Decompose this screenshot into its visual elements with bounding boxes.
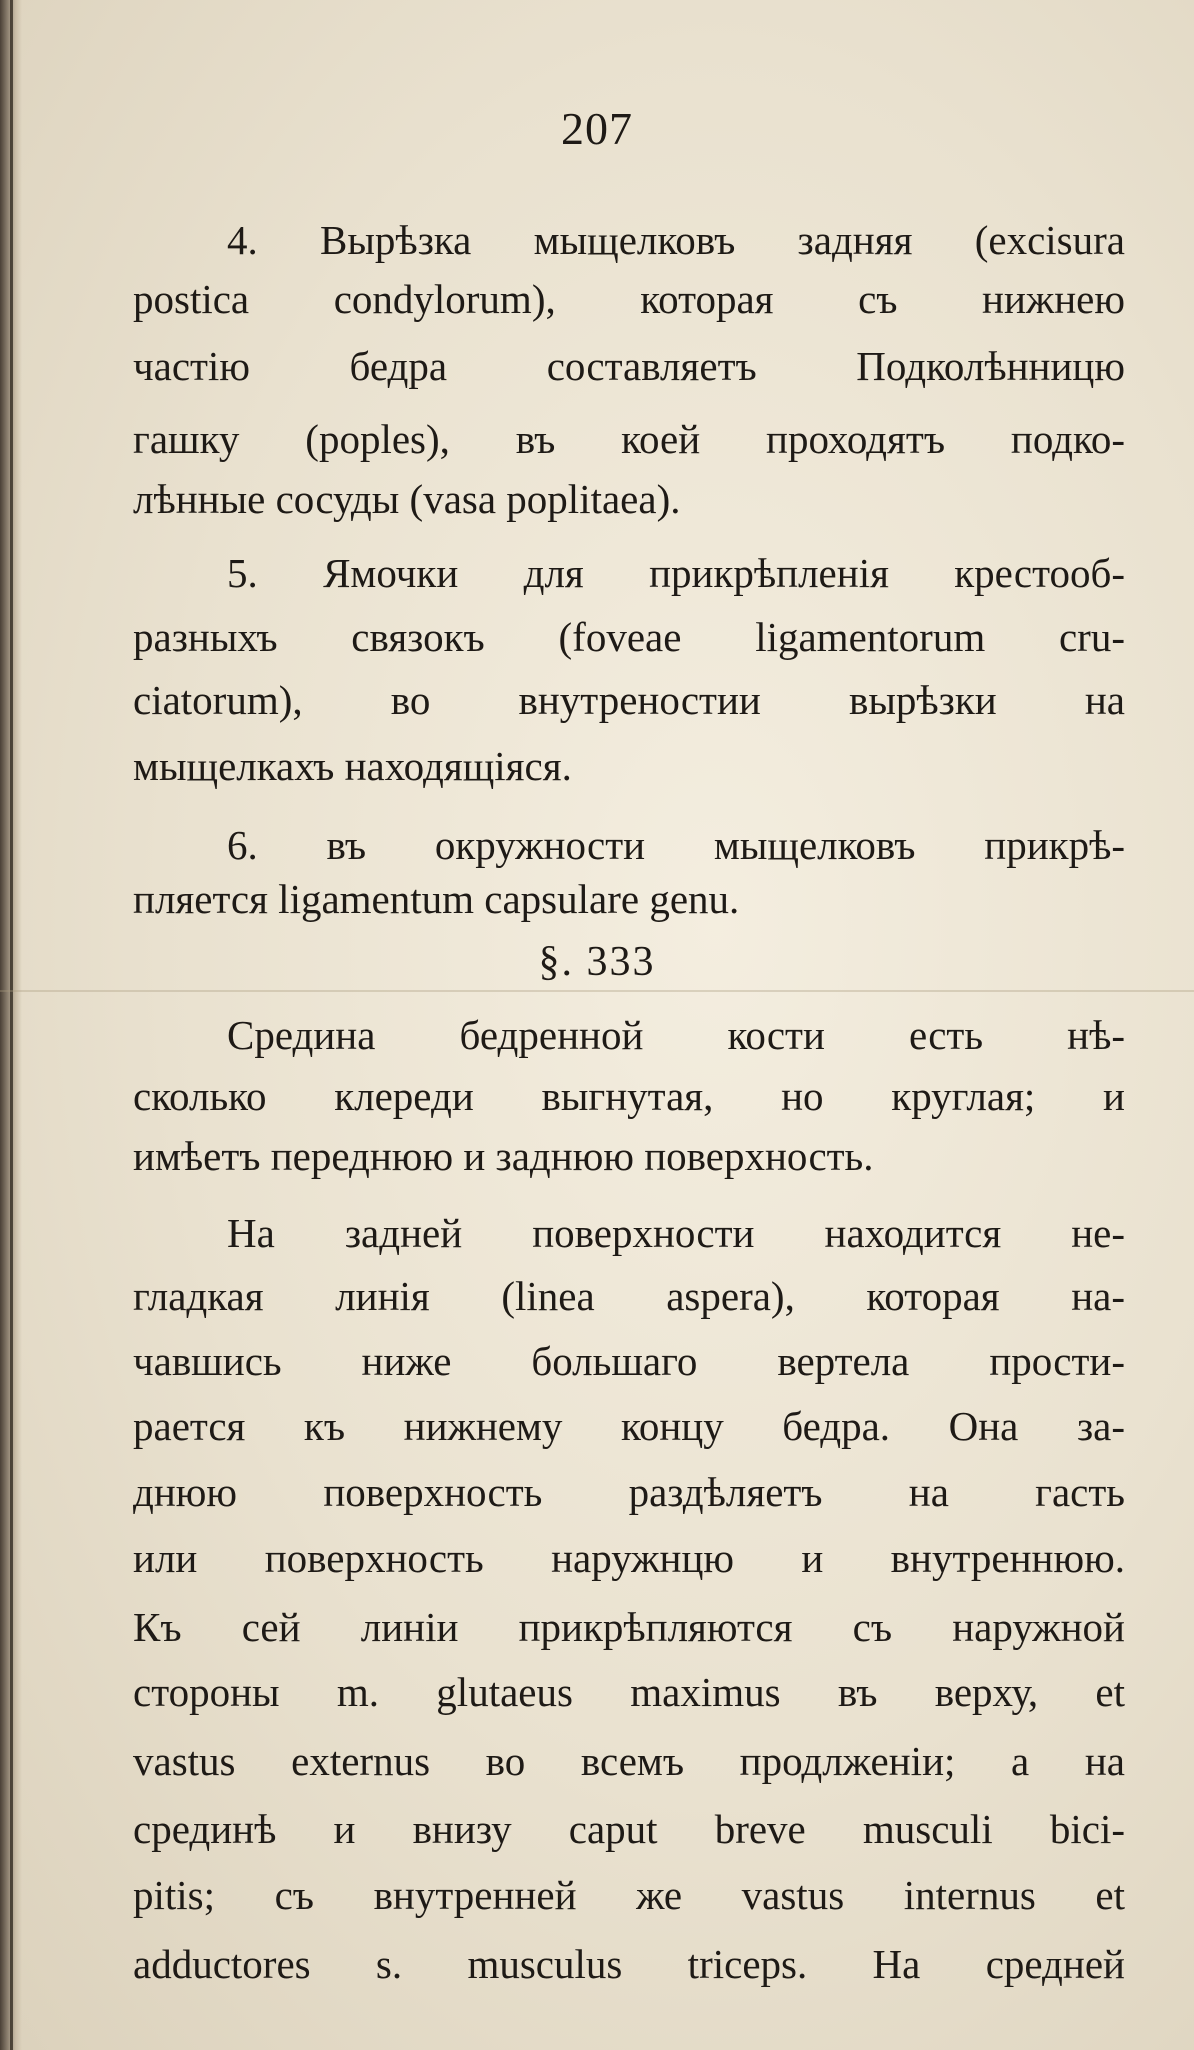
section-mark: §. 333 <box>538 939 656 985</box>
text-line: 5. Ямочки для прикрѣпленія крестооб- <box>227 550 1125 596</box>
text-line: гладкая линія (linea aspera), которая на- <box>133 1273 1125 1319</box>
text-line: днюю поверхность раздѣляетъ на гасть <box>133 1469 1125 1515</box>
text-line: postica condylorum), которая съ нижнею <box>133 276 1125 322</box>
text-line: разныхъ связокъ (foveae ligamentorum cru- <box>133 614 1125 660</box>
text-line: 6. въ окружности мыщелковъ прикрѣ- <box>227 822 1125 868</box>
text-line: лѣнные сосуды (vasa poplitaea). <box>133 476 681 522</box>
text-line: pitis; съ внутренней же vastus internus et <box>133 1872 1125 1918</box>
text-line: рается къ нижнему концу бедра. Она за- <box>133 1403 1125 1449</box>
text-line: частію бедра составляетъ Подколѣнницю <box>133 343 1125 389</box>
fold-line <box>0 990 1194 992</box>
text-line: ciatorum), во внутреностии вырѣзки на <box>133 677 1125 723</box>
text-line: Къ сей линіи прикрѣпляются съ наружной <box>133 1604 1125 1650</box>
text-line: Средина бедренной кости есть нѣ- <box>227 1012 1125 1058</box>
text-line: имѣетъ переднюю и заднюю поверхность. <box>133 1133 874 1179</box>
text-line: срединѣ и внизу caput breve musculi bici- <box>133 1806 1125 1852</box>
text-line: 4. Вырѣзка мыщелковъ задняя (excisura <box>227 217 1125 263</box>
page-number: 207 <box>561 103 633 154</box>
text-line: пляется ligamentum capsulare genu. <box>133 876 740 922</box>
text-line: стороны m. glutaeus maximus въ верху, et <box>133 1669 1125 1715</box>
text-line: vastus externus во всемъ продлженіи; а на <box>133 1738 1125 1784</box>
text-line: сколько клереди выгнутая, но круглая; и <box>133 1073 1125 1119</box>
text-line: или поверхность наружнцю и внутреннюю. <box>133 1535 1125 1581</box>
binding-line <box>10 0 13 2050</box>
text-line: мыщелкахъ находящіяся. <box>133 743 572 789</box>
text-line: чавшись ниже большаго вертела прости- <box>133 1338 1125 1384</box>
text-line: гашку (poples), въ коей проходятъ подко- <box>133 416 1125 462</box>
text-line: adductores s. musculus triceps. На средней <box>133 1941 1125 1987</box>
text-line: На задней поверхности находится не- <box>227 1210 1125 1256</box>
